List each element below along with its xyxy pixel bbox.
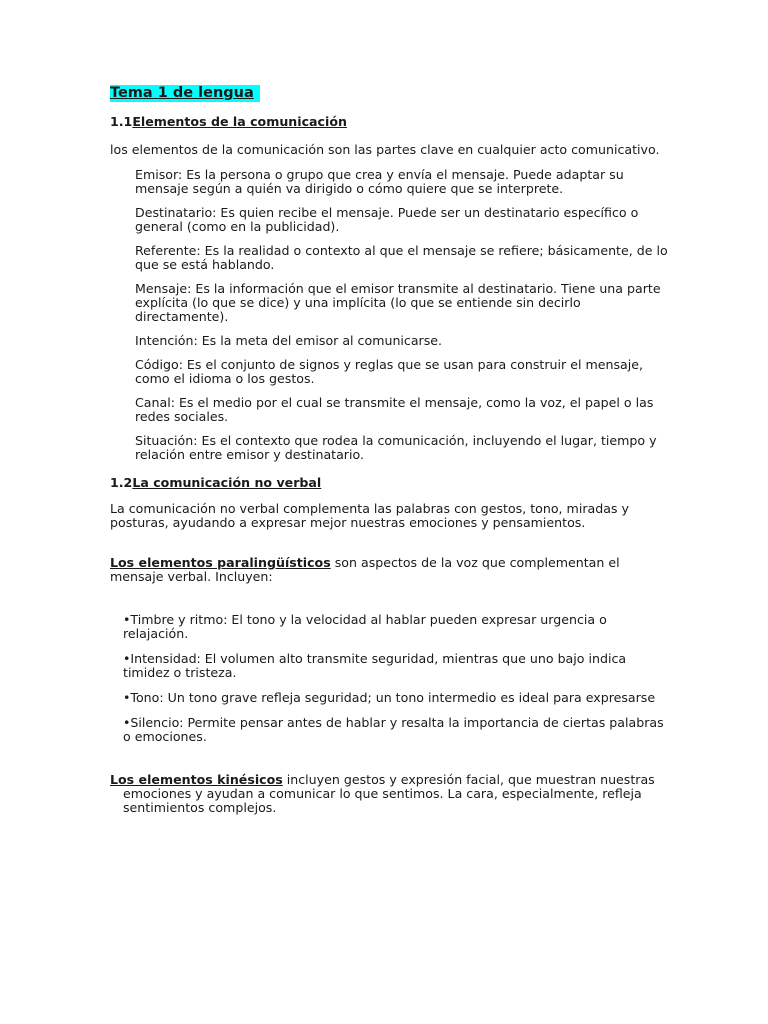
list-item: •Silencio: Permite pensar antes de hablar y resalta la importancia de ciertas palabras o emociones.	[123, 715, 664, 744]
element-codigo: Código: Es el conjunto de signos y reglas que se usan para construir el mensaje, como el idioma o los gestos.	[135, 357, 643, 386]
list-item: •Timbre y ritmo: El tono y la velocidad al hablar pueden expresar urgencia o relajación.	[123, 612, 607, 641]
kinesic-term: Los elementos kinésicos	[110, 772, 283, 787]
section-2-heading	[110, 476, 670, 490]
list-item: •Tono: Un tono grave refleja seguridad; un tono intermedio es ideal para expresarse	[123, 690, 656, 705]
communication-elements-list	[135, 168, 670, 462]
document-title: Tema 1 de lengua	[110, 85, 260, 102]
element-referente: Referente: Es la realidad o contexto al que el mensaje se refiere; básicamente, de lo que se está hablando.	[135, 243, 668, 272]
section-2-title: La comunicación no verbal	[132, 475, 322, 490]
element-emisor: Emisor: Es la persona o grupo que crea y envía el mensaje. Puede adaptar su mensaje según a quién va dirigido o cómo quiere que se interprete.	[135, 167, 624, 196]
paralinguistic-term: Los elementos paralingüísticos	[110, 555, 331, 570]
element-mensaje: Mensaje: Es la información que el emisor transmite al destinatario. Tiene una parte explícita (lo que se dice) y una implícita (lo que se entiende sin decirlo directamente).	[135, 281, 661, 324]
section-1-number: 1.1	[110, 114, 133, 129]
element-intencion: Intención: Es la meta del emisor al comunicarse.	[135, 333, 443, 348]
kinesic-paragraph	[110, 773, 670, 815]
section-2-text: La comunicación no verbal complementa las palabras con gestos, tono, miradas y posturas, ayudando a expresar mejor nuestras emociones y pensamientos.	[110, 501, 629, 530]
element-canal: Canal: Es el medio por el cual se transmite el mensaje, como la voz, el papel o las redes sociales.	[135, 395, 654, 424]
paralinguistic-list	[123, 613, 670, 744]
section-2-number: 1.2	[110, 475, 133, 490]
kinesic-text: incluyen gestos y expresión facial, que muestran nuestras emociones y ayudan a comunicar lo que sentimos. La cara, especialmente, refleja sentimientos complejos.	[123, 772, 655, 815]
element-situacion: Situación: Es el contexto que rodea la comunicación, incluyendo el lugar, tiempo y relación entre emisor y destinatario.	[135, 433, 657, 462]
section-1-heading	[110, 115, 670, 129]
document-page	[110, 85, 670, 815]
paralinguistic-intro	[110, 556, 670, 584]
paralinguistic-text: son aspectos de la voz que complementan el mensaje verbal. Incluyen:	[110, 555, 620, 584]
list-item: •Intensidad: El volumen alto transmite seguridad, mientras que uno bajo indica timidez o tristeza.	[123, 651, 627, 680]
section-1-title: Elementos de la comunicación	[132, 114, 347, 129]
element-destinatario: Destinatario: Es quien recibe el mensaje. Puede ser un destinatario específico o general (como en la publicidad).	[135, 205, 639, 234]
section-1-intro: los elementos de la comunicación son las partes clave en cualquier acto comunicativo.	[110, 142, 660, 157]
